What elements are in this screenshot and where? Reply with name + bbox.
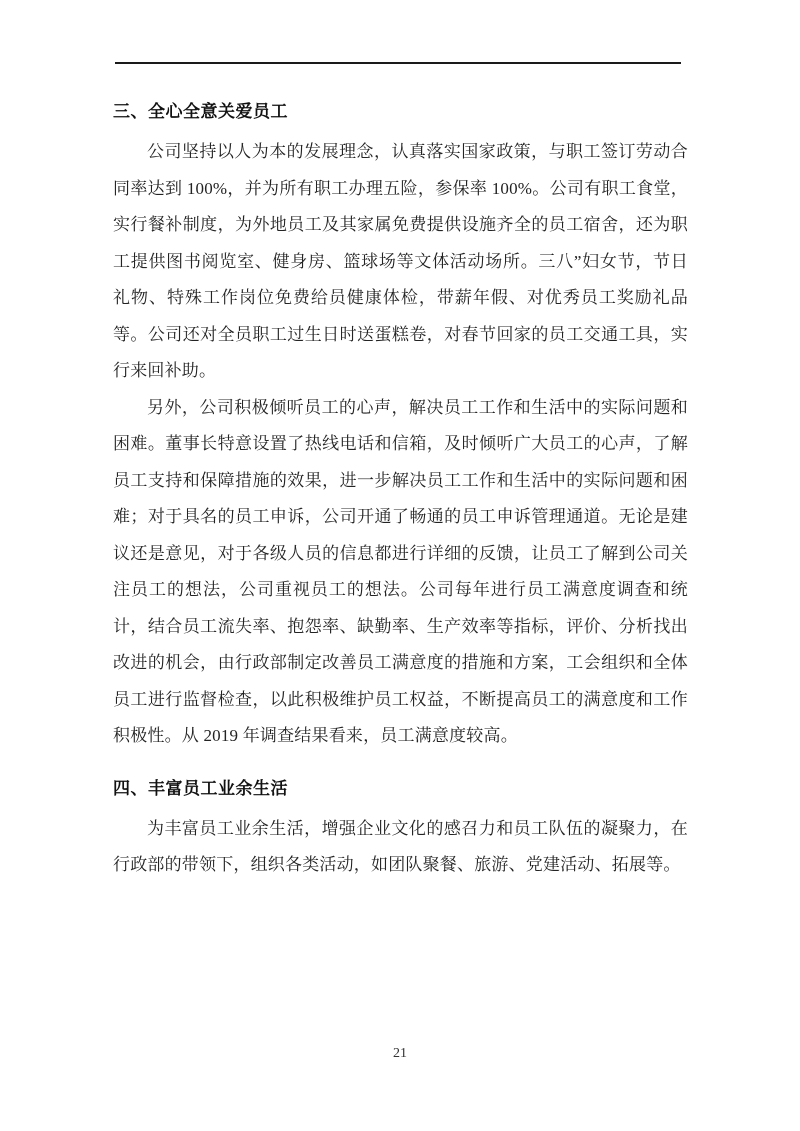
header-rule <box>115 62 681 64</box>
page-content <box>113 93 688 884</box>
page-footer <box>0 1044 800 1062</box>
section-heading: 三、全心全意关爱员工 <box>113 102 288 121</box>
section-employee-care <box>113 93 688 755</box>
paragraph: 公司坚持以人为本的发展理念，认真落实国家政策，与职工签订劳动合同率达到 100%，并为所有职工办理五险，参保率 100%。公司有职工食堂，实行餐补制度，为外地员工及其家属免费提供设施齐全的员工宿舍，还为职工提供图书阅览室、健身房、篮球场等文体活动场所。三八”妇女节，节日礼物、特殊工作岗位免费给员健康体检，带薪年假、对优秀员工奖励礼品等。公司还对全员职工过生日时送蛋糕卷，对春节回家的员工交通工具，实行来回补助。 <box>113 142 688 380</box>
section-leisure-life <box>113 770 688 884</box>
paragraph: 为丰富员工业余生活，增强企业文化的感召力和员工队伍的凝聚力，在行政部的带领下，组织各类活动，如团队聚餐、旅游、党建活动、拓展等。 <box>113 818 688 874</box>
paragraph: 另外，公司积极倾听员工的心声，解决员工工作和生活中的实际问题和困难。董事长特意设置了热线电话和信箱，及时倾听广大员工的心声，了解员工支持和保障措施的效果，进一步解决员工工作和生活中的实际问题和困难；对于具名的员工申诉，公司开通了畅通的员工申诉管理通道。无论是建议还是意见，对于各级人员的信息都进行详细的反馈，让员工了解到公司关注员工的想法，公司重视员工的想法。公司每年进行员工满意度调查和统计，结合员工流失率、抱怨率、缺勤率、生产效率等指标，评价、分析找出改进的机会，由行政部制定改善员工满意度的措施和方案，工会组织和全体员工进行监督检查，以此积极维护员工权益，不断提高员工的满意度和工作积极性。从 2019 年调查结果看来，员工满意度较高。 <box>113 397 688 745</box>
page-number: 21 <box>393 1046 407 1061</box>
section-heading: 四、丰富员工业余生活 <box>113 778 288 798</box>
